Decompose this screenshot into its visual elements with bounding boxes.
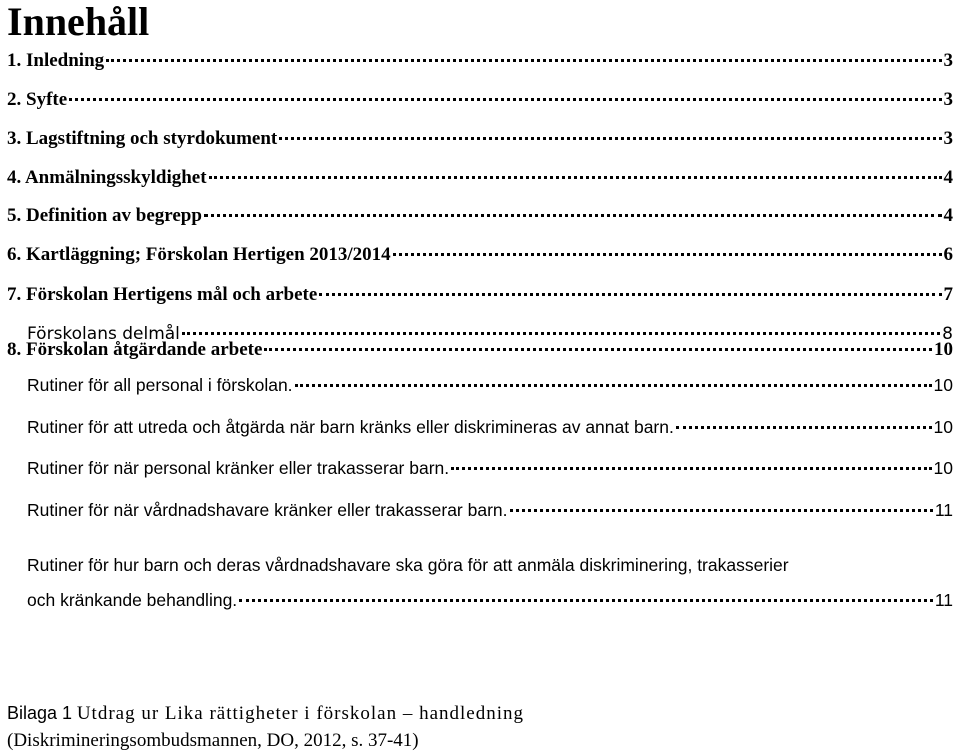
toc-entry-label: 8. Förskolan åtgärdande arbete xyxy=(7,339,263,360)
toc-leader xyxy=(209,176,942,179)
toc-entry-label: Rutiner för när vårdnadshavare kränker eller trakasserar barn. xyxy=(27,500,508,520)
toc-entry-mal-och-arbete[interactable] xyxy=(7,284,953,306)
toc-page-number: 3 xyxy=(943,89,953,110)
toc-entry-label: 5. Definition av begrepp xyxy=(7,205,202,226)
toc-entry-rutiner-all-personal[interactable] xyxy=(27,375,953,396)
toc-entry-syfte[interactable] xyxy=(7,89,953,111)
toc-leader xyxy=(451,467,931,470)
toc-entry-atgardande-arbete[interactable] xyxy=(7,339,953,361)
toc-page-number: 11 xyxy=(934,500,953,520)
toc-leader xyxy=(510,509,933,512)
toc-entry-rutiner-utreda[interactable] xyxy=(27,417,953,438)
toc-leader xyxy=(106,59,941,62)
toc-entry-label-line1: Rutiner för hur barn och deras vårdnadshavare ska göra för att anmäla diskriminering, trakasserier xyxy=(27,555,789,575)
toc-page-number: 10 xyxy=(933,458,953,478)
toc-page-number: 3 xyxy=(943,128,953,149)
toc-entry-label: Rutiner för att utreda och åtgärda när barn kränks eller diskrimineras av annat barn. xyxy=(27,417,674,437)
appendix-note xyxy=(7,700,524,754)
toc-entry-rutiner-vardnadshavare-kranker[interactable] xyxy=(27,500,953,521)
toc-page-number: 6 xyxy=(943,244,953,265)
toc-leader xyxy=(204,214,942,217)
toc-page-number: 10 xyxy=(933,417,953,437)
toc-leader xyxy=(239,599,933,602)
toc-entry-label: Rutiner för all personal i förskolan. xyxy=(27,375,293,395)
toc-leader xyxy=(279,137,941,140)
toc-entry-inledning[interactable] xyxy=(7,50,953,72)
toc-leader xyxy=(676,426,932,429)
toc-entry-lagstiftning[interactable] xyxy=(7,128,953,150)
toc-page-number: 8 xyxy=(942,324,953,344)
toc-entry-label: Förskolans delmål xyxy=(27,324,180,344)
toc-page-number: 3 xyxy=(943,50,953,71)
toc-entry-label: 3. Lagstiftning och styrdokument xyxy=(7,128,278,149)
appendix-prefix: Bilaga 1 xyxy=(7,703,73,723)
page-title: Innehåll xyxy=(7,0,150,44)
toc-leader xyxy=(393,253,942,256)
toc-page-number: 11 xyxy=(934,590,953,610)
toc-entry-label-line2: och kränkande behandling. xyxy=(27,590,238,610)
toc-leader xyxy=(264,348,932,351)
toc-entry-label: Rutiner för när personal kränker eller trakasserar barn. xyxy=(27,458,450,478)
appendix-title: Utdrag ur Lika rättigheter i förskolan – handledning xyxy=(76,703,524,724)
toc-entry-rutiner-anmala[interactable] xyxy=(27,548,953,618)
toc-page-number: 7 xyxy=(943,284,953,305)
toc-leader xyxy=(69,98,941,101)
toc-leader xyxy=(182,332,940,335)
toc-entry-label: 1. Inledning xyxy=(7,50,105,71)
toc-page-number: 10 xyxy=(933,375,953,395)
toc-page-number: 10 xyxy=(934,339,953,360)
appendix-source: (Diskrimineringsombudsmannen, DO, 2012, s. 37-41) xyxy=(7,730,419,751)
toc-entry-label: 4. Anmälningsskyldighet xyxy=(7,167,207,188)
toc-entry-label: 6. Kartläggning; Förskolan Hertigen 2013/2014 xyxy=(7,244,391,265)
toc-entry-definition[interactable] xyxy=(7,205,953,227)
toc-entry-rutiner-personal-kranker[interactable] xyxy=(27,458,953,479)
toc-entry-kartlaggning[interactable] xyxy=(7,244,953,266)
toc-page-number: 4 xyxy=(943,167,953,188)
toc-leader xyxy=(319,293,941,296)
toc-leader xyxy=(295,384,932,387)
toc-entry-anmalningsskyldighet[interactable] xyxy=(7,167,953,189)
toc-entry-label: 2. Syfte xyxy=(7,89,68,110)
toc-entry-label: 7. Förskolan Hertigens mål och arbete xyxy=(7,284,318,305)
toc-page-number: 4 xyxy=(943,205,953,226)
